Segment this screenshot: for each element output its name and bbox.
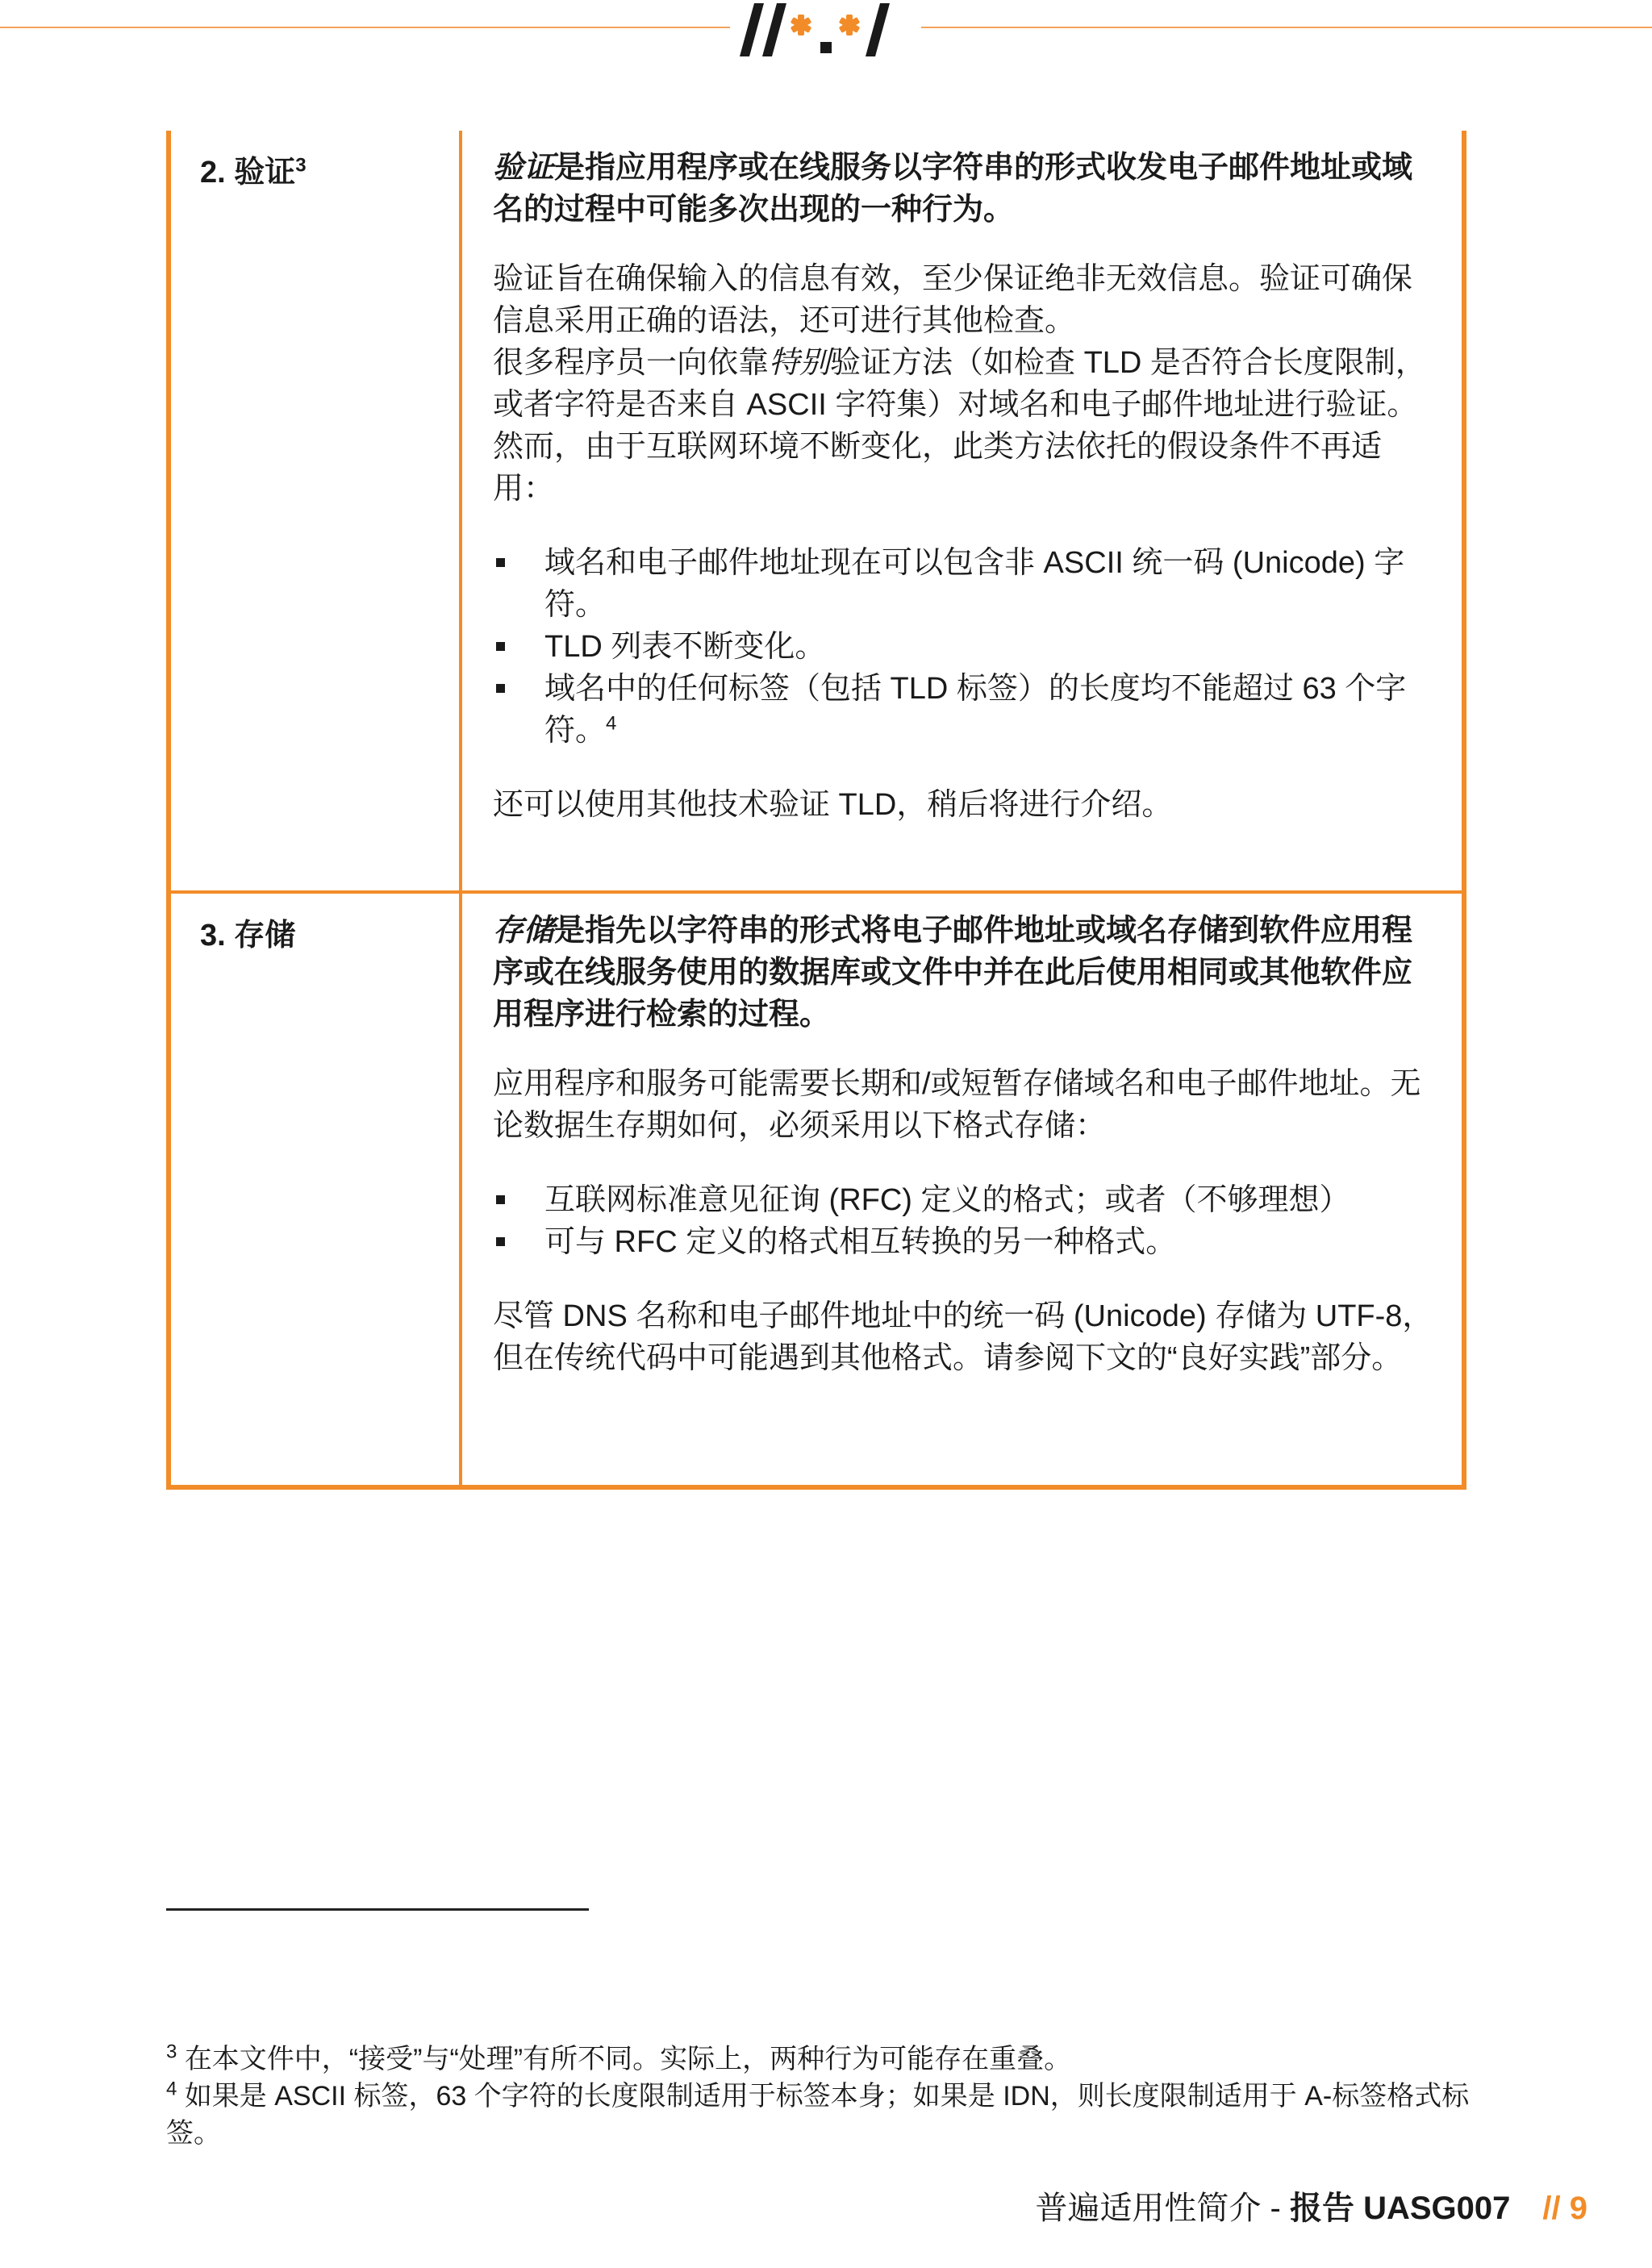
header-rule-right xyxy=(921,27,1652,28)
paragraph: 验证旨在确保输入的信息有效，至少保证绝非无效信息。验证可确保信息采用正确的语法，还可进行其他检查。 xyxy=(493,262,1413,338)
footnote: $^4$ 如果是 ASCII 标签，63 个字符的长度限制适用于标签本身；如果是 IDN，则长度限制适用于 A-标签格式标签。 xyxy=(166,2078,1470,2149)
list-item: 域名和电子邮件地址现在可以包含非 ASCII 统一码 (Unicode) 字符。 xyxy=(544,542,1437,626)
row-content xyxy=(461,892,1464,1487)
page-number: // 9 xyxy=(1542,2191,1587,2226)
bullet-list xyxy=(493,542,1437,752)
paragraph: 很多程序员一向依靠特别验证方法（如检查 TLD 是否符合长度限制，或者字符是否来自 ASCII 字符集）对域名和电子邮件地址进行验证。然而，由于互联网环境不断变化，此类方法依托的假设条件不再适用： xyxy=(493,346,1426,506)
footnote-rule xyxy=(166,1908,589,1911)
paragraph: 尽管 DNS 名称和电子邮件地址中的统一码 (Unicode) 存储为 UTF-8，但在传统代码中可能遇到其他格式。请参阅下文的“良好实践”部分。 xyxy=(493,1299,1433,1375)
paragraph: 还可以使用其他技术验证 TLD，稍后将进行介绍。 xyxy=(493,788,1173,822)
definition: 验证是指应用程序或在线服务以字符串的形式收发电子邮件地址或域名的过程中可能多次出现的一种行为。 xyxy=(493,151,1413,227)
bullet-list xyxy=(493,1179,1437,1263)
list-item: 域名中的任何标签（包括 TLD 标签）的长度均不能超过 63 个字符。$^4$ xyxy=(544,668,1437,752)
footnotes xyxy=(166,2041,1489,2152)
list-item: 互联网标准意见征询 (RFC) 定义的格式；或者（不够理想） xyxy=(544,1179,1437,1221)
uasg-logo-icon xyxy=(730,0,921,60)
table-row xyxy=(169,131,1464,892)
paragraph: 应用程序和服务可能需要长期和/或短暂存储域名和电子邮件地址。无论数据生存期如何，必须采用以下格式存储： xyxy=(493,1067,1421,1143)
row-label: 2. 验证$^3$ xyxy=(169,131,461,892)
page-footer: 普遍适用性简介 - 报告 UASG007 // 9 xyxy=(1035,2191,1587,2226)
list-item: 可与 RFC 定义的格式相互转换的另一种格式。 xyxy=(544,1221,1437,1263)
footnote: $^3$ 在本文件中，“接受”与“处理”有所不同。实际上，两种行为可能存在重叠。 xyxy=(166,2041,1072,2074)
table-row xyxy=(169,892,1464,1487)
definition: 存储是指先以字符串的形式将电子邮件地址或域名存储到软件应用程序或在线服务使用的数据库或文件中并在此后使用相同或其他软件应用程序进行检索的过程。 xyxy=(493,914,1413,1032)
list-item: TLD 列表不断变化。 xyxy=(544,626,1437,668)
process-table xyxy=(166,131,1466,1490)
row-label: 3. 存储 xyxy=(169,892,461,1487)
row-content xyxy=(461,131,1464,892)
header-rule-left xyxy=(0,27,730,28)
